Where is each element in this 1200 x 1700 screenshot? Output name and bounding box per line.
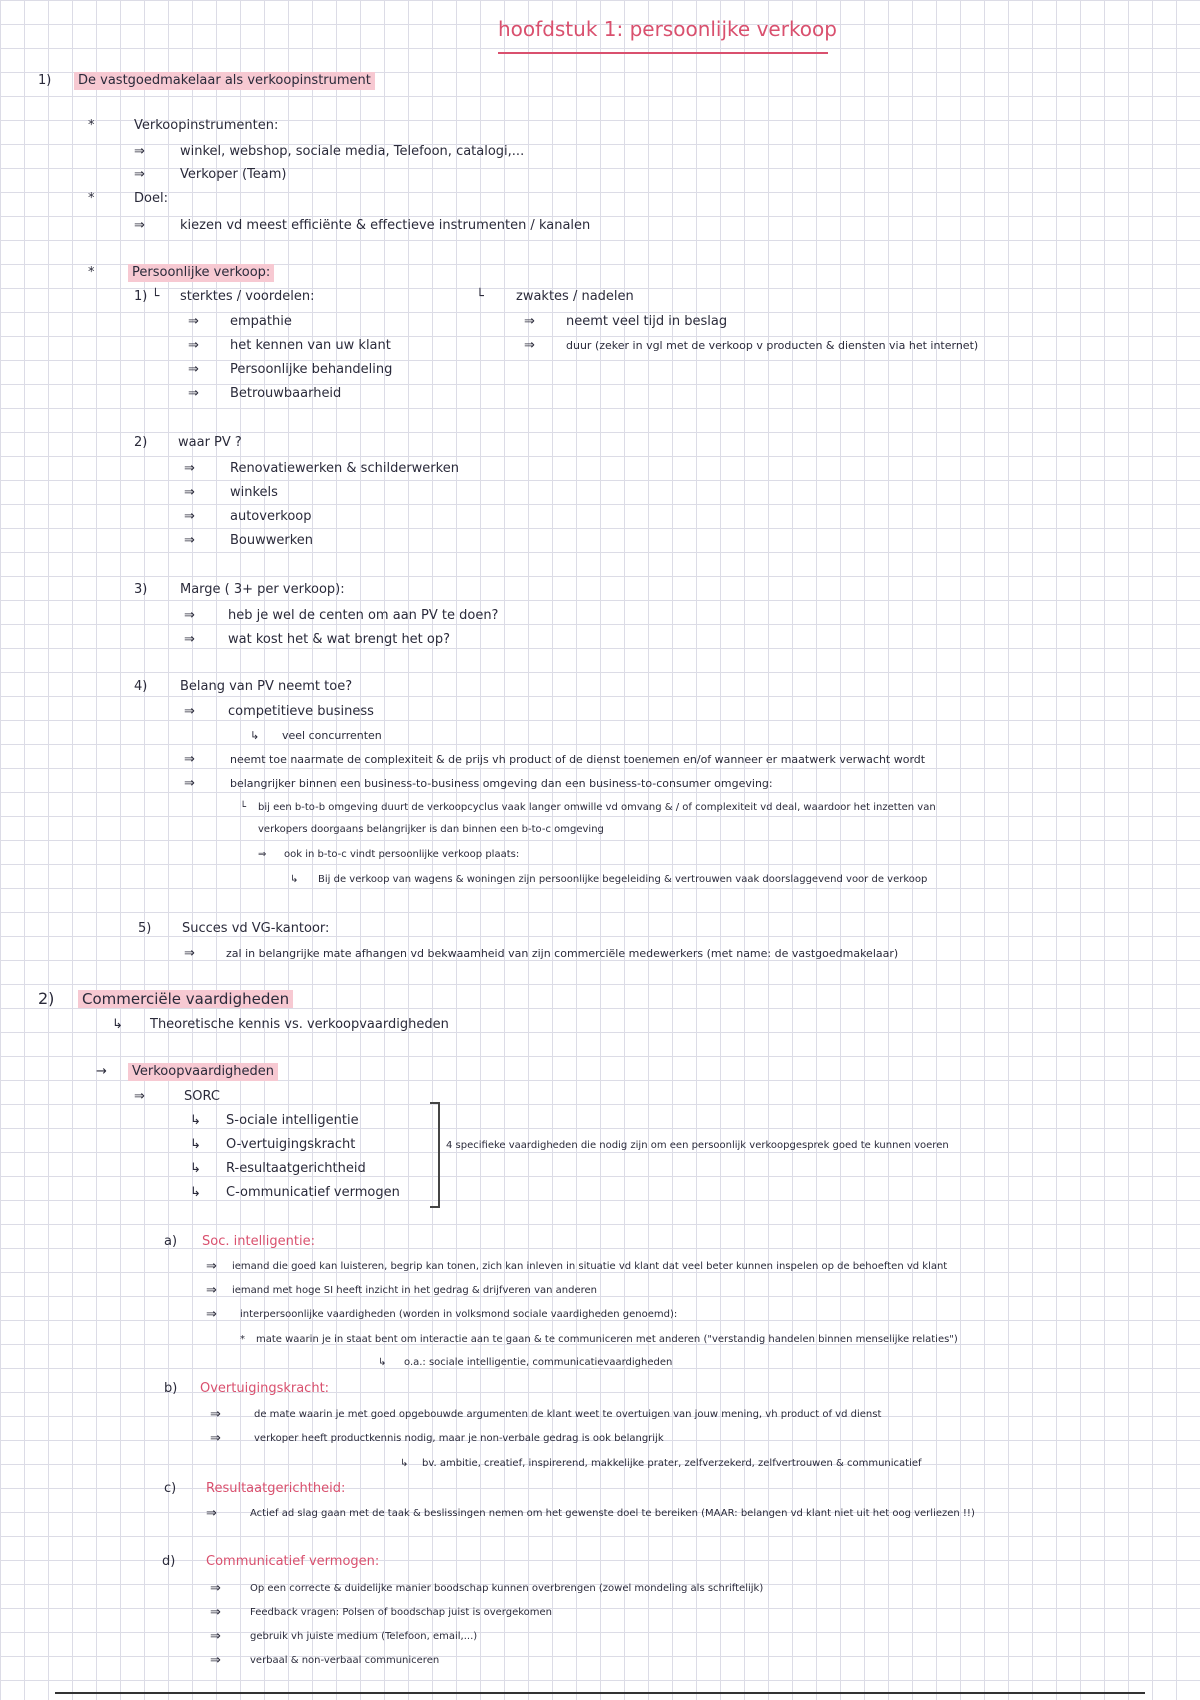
sub-arrow: ↳	[190, 1161, 201, 1176]
s2-heading: Commerciële vaardigheden	[78, 990, 293, 1008]
sorc-label: SORC	[184, 1089, 220, 1104]
item-letter: a)	[164, 1234, 178, 1249]
arrow: ⇒	[210, 1431, 221, 1446]
bullet-3: *	[88, 265, 95, 280]
importance-item: competitieve business	[228, 704, 374, 719]
communication-title: Communicatief vermogen:	[206, 1554, 380, 1569]
arrow: ⇒	[210, 1581, 221, 1596]
sorc-item: C-ommunicatief vermogen	[226, 1185, 400, 1200]
arrow: ⇒	[184, 704, 195, 719]
result-orientation-title: Resultaatgerichtheid:	[206, 1481, 346, 1496]
where-item: winkels	[230, 485, 278, 500]
where-pv-label: waar PV ?	[178, 435, 242, 450]
sub-arrow: ↳	[250, 729, 260, 742]
arrow: ⇒	[206, 1259, 217, 1274]
arrow: ⇒	[184, 752, 195, 767]
arrow: ⇒	[210, 1653, 221, 1668]
weaknesses-label: zwaktes / nadelen	[516, 289, 634, 304]
importance-detail: ook in b-to-c vindt persoonlijke verkoop plaats:	[284, 849, 520, 860]
sorc-item: R-esultaatgerichtheid	[226, 1161, 366, 1176]
persuasion-subitem: bv. ambitie, creatief, inspirerend, makkelijke prater, zelfverzekerd, zelfvertrouwen & communicatief	[422, 1458, 922, 1469]
bullet-4: →	[96, 1064, 107, 1079]
strength-item: empathie	[230, 314, 292, 329]
communication-item: Feedback vragen: Polsen of boodschap juist is overgekomen	[250, 1607, 553, 1618]
strengths-label: sterktes / voordelen:	[180, 289, 315, 304]
sub-marker: └	[240, 802, 247, 813]
communication-item: gebruik vh juiste medium (Telefoon, email,...)	[250, 1631, 478, 1642]
arrow: ⇒	[188, 386, 199, 401]
item-number: 1) └	[134, 289, 160, 304]
persuasion-item: de mate waarin je met goed opgebouwde argumenten de klant weet te overtuigen van jouw mening, vh product of vd dienst	[254, 1409, 882, 1420]
importance-detail: bij een b-to-b omgeving duurt de verkoopcyclus vaak langer omwille vd omvang & / of complexiteit vd deal, waardoor het inzetten van	[258, 802, 936, 813]
sorc-bracket	[430, 1102, 440, 1208]
arrow: ⇒	[134, 144, 145, 159]
si-item: iemand die goed kan luisteren, begrip kan tonen, zich kan inleven in situatie vd klant dat veel beter kunnen inspelen op de behoeften vd klant	[232, 1261, 948, 1272]
arrow: ⇒	[188, 338, 199, 353]
arrow: ⇒	[184, 776, 195, 791]
sub-arrow: ↳	[190, 1185, 201, 1200]
strength-item: Persoonlijke behandeling	[230, 362, 393, 377]
arrow: ⇒	[524, 338, 535, 353]
sorc-item: O-vertuigingskracht	[226, 1137, 356, 1152]
sub-arrow: ↳	[400, 1458, 409, 1469]
item-number: 3)	[134, 582, 148, 597]
arrow: ⇒	[184, 533, 195, 548]
sub-arrow: ↳	[378, 1357, 387, 1368]
item-letter: c)	[164, 1481, 177, 1496]
arrow: ⇒	[134, 167, 145, 182]
margin-item: heb je wel de centen om aan PV te doen?	[228, 608, 499, 623]
item-number: 2)	[134, 435, 148, 450]
importance-label: Belang van PV neemt toe?	[180, 679, 353, 694]
arrow: ⇒	[184, 461, 195, 476]
sub-arrow: ↳	[190, 1137, 201, 1152]
weakness-marker: └	[476, 289, 484, 304]
sub-marker: *	[240, 1334, 245, 1345]
arrow: ⇒	[188, 362, 199, 377]
importance-detail: Bij de verkoop van wagens & woningen zijn persoonlijke begeleiding & vertrouwen vaak doorslaggevend voor de verkoop	[318, 874, 928, 885]
success-item: zal in belangrijke mate afhangen vd bekwaamheid van zijn commerciële medewerkers (met name: de vastgoedmakelaar)	[226, 947, 899, 960]
importance-item: belangrijker binnen een business-to-business omgeving dan een business-to-consumer omgeving:	[230, 777, 773, 790]
sub-arrow: ↳	[112, 1017, 123, 1032]
item-number: 5)	[138, 921, 152, 936]
goal-item: kiezen vd meest efficiënte & effectieve instrumenten / kanalen	[180, 218, 591, 233]
item-letter: b)	[164, 1381, 178, 1396]
bottom-rule	[55, 1692, 1145, 1694]
persuasion-item: verkoper heeft productkennis nodig, maar je non-verbale gedrag is ook belangrijk	[254, 1433, 664, 1444]
persuasion-title: Overtuigingskracht:	[200, 1381, 330, 1396]
arrow: ⇒	[206, 1506, 217, 1521]
communication-item: verbaal & non-verbaal communiceren	[250, 1655, 440, 1666]
sorc-item: S-ociale intelligentie	[226, 1113, 359, 1128]
margin-label: Marge ( 3+ per verkoop):	[180, 582, 345, 597]
sub-arrow: ↳	[190, 1113, 201, 1128]
title-underline	[498, 52, 828, 54]
instrument-item: Verkoper (Team)	[180, 167, 287, 182]
pv-heading: Persoonlijke verkoop:	[128, 264, 274, 282]
arrow: ⇒	[206, 1283, 217, 1298]
result-item: Actief ad slag gaan met de taak & beslissingen nemen om het gewenste doel te bereiken (MAAR: belangen vd klant niet uit het oog verliezen !!)	[250, 1508, 975, 1519]
si-subitem: o.a.: sociale intelligentie, communicatievaardigheden	[404, 1357, 673, 1368]
s2-subtitle: Theoretische kennis vs. verkoopvaardigheden	[150, 1017, 449, 1032]
item-letter: d)	[162, 1554, 176, 1569]
skills-heading: Verkoopvaardigheden	[128, 1063, 278, 1081]
arrow: ⇒	[524, 314, 535, 329]
strength-item: het kennen van uw klant	[230, 338, 391, 353]
sub-arrow: ↳	[290, 874, 299, 885]
goal-label: Doel:	[134, 191, 168, 206]
arrow: ⇒	[206, 1307, 217, 1322]
bullet-2: *	[88, 191, 95, 206]
s2-number: 2)	[38, 989, 55, 1008]
arrow: ⇒	[184, 485, 195, 500]
importance-item: neemt toe naarmate de complexiteit & de prijs vh product of de dienst toenemen en/of wanneer er maatwerk verwacht wordt	[230, 753, 926, 766]
communication-item: Op een correcte & duidelijke manier boodschap kunnen overbrengen (zowel mondeling als schriftelijk)	[250, 1583, 764, 1594]
page-title: hoofdstuk 1: persoonlijke verkoop	[498, 17, 837, 41]
instrument-item: winkel, webshop, sociale media, Telefoon, catalogi,...	[180, 144, 525, 159]
arrow: ⇒	[210, 1605, 221, 1620]
where-item: Bouwwerken	[230, 533, 314, 548]
arrow: ⇒	[188, 314, 199, 329]
arrow: ⇒	[210, 1629, 221, 1644]
strength-item: Betrouwbaarheid	[230, 386, 342, 401]
importance-detail: verkopers doorgaans belangrijker is dan binnen een b-to-c omgeving	[258, 824, 604, 835]
arrow: ⇒	[134, 218, 145, 233]
item-number: 4)	[134, 679, 148, 694]
arrow: ⇒	[184, 608, 195, 623]
where-item: autoverkoop	[230, 509, 312, 524]
weakness-item: neemt veel tijd in beslag	[566, 314, 728, 329]
si-item: interpersoonlijke vaardigheden (worden in volksmond sociale vaardigheden genoemd):	[240, 1309, 678, 1320]
arrow: ⇒	[258, 849, 267, 860]
success-label: Succes vd VG-kantoor:	[182, 921, 330, 936]
arrow: ⇒	[184, 509, 195, 524]
sorc-note: 4 specifieke vaardigheden die nodig zijn om een persoonlijk verkoopgesprek goed te kunnen voeren	[446, 1140, 949, 1151]
bullet-1: *	[88, 118, 95, 133]
arrow: ⇒	[184, 946, 195, 961]
weakness-item: duur (zeker in vgl met de verkoop v producten & diensten via het internet)	[566, 339, 979, 352]
importance-subitem: veel concurrenten	[282, 729, 382, 742]
arrow: ⇒	[134, 1089, 145, 1104]
instruments-label: Verkoopinstrumenten:	[134, 118, 279, 133]
si-subitem: mate waarin je in staat bent om interactie aan te gaan & te communiceren met anderen ("verstandig handelen binnen menselijke relaties")	[256, 1334, 958, 1345]
where-item: Renovatiewerken & schilderwerken	[230, 461, 459, 476]
arrow: ⇒	[210, 1407, 221, 1422]
s1-heading: De vastgoedmakelaar als verkoopinstrument	[74, 72, 375, 90]
margin-item: wat kost het & wat brengt het op?	[228, 632, 451, 647]
si-item: iemand met hoge SI heeft inzicht in het gedrag & drijfveren van anderen	[232, 1285, 597, 1296]
social-intelligence-title: Soc. intelligentie:	[202, 1234, 315, 1249]
s1-number: 1)	[38, 73, 52, 88]
arrow: ⇒	[184, 632, 195, 647]
